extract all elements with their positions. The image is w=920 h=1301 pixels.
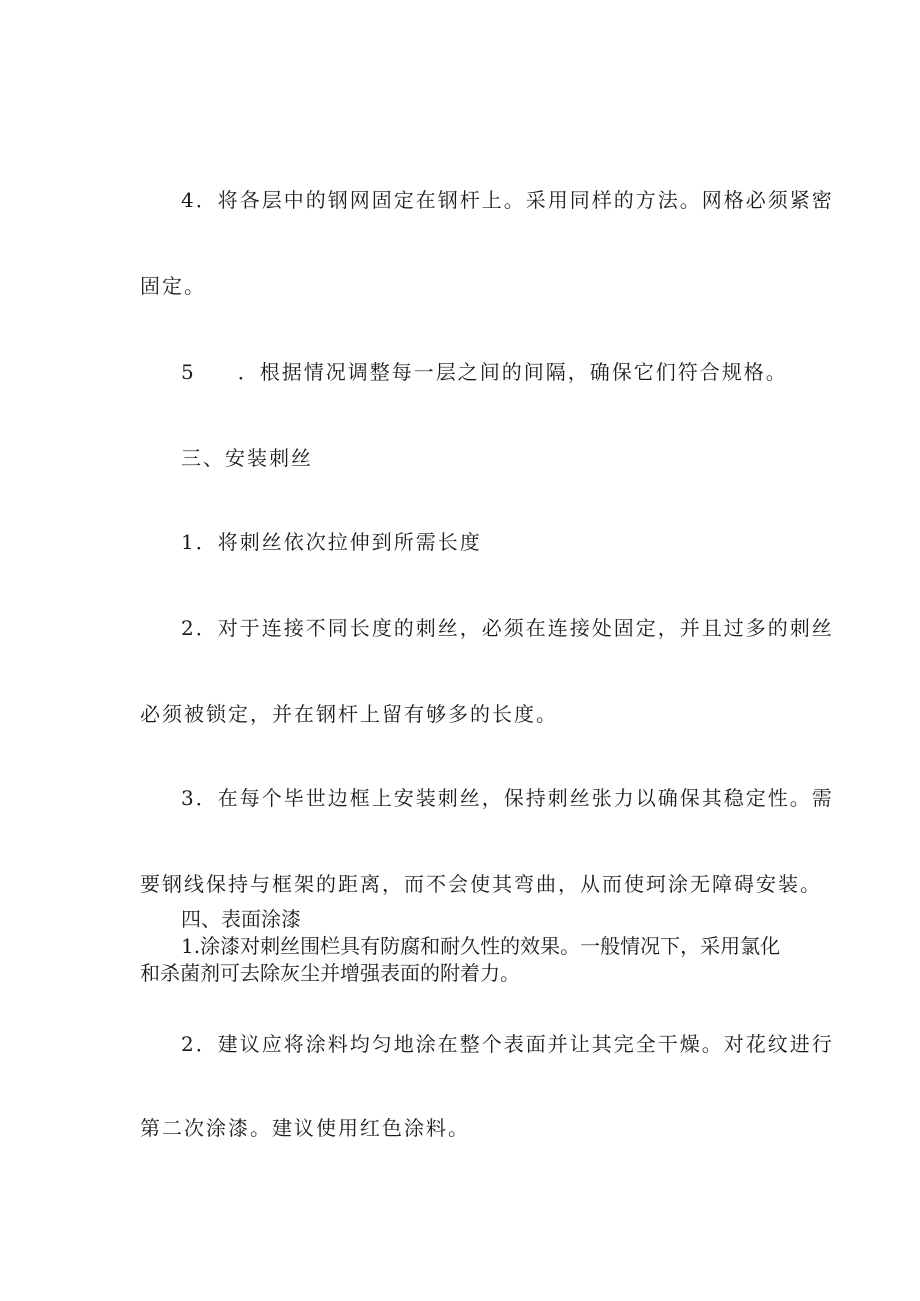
paragraph-install-step-2-line-1: 2．对于连接不同长度的刺丝，必须在连接处固定，并且过多的刺丝	[181, 616, 834, 640]
section-heading-surface-painting: 四、表面涂漆	[181, 907, 301, 931]
paragraph-install-step-2-line-2: 必须被锁定，并在钢杆上留有够多的长度。	[140, 702, 558, 726]
section-heading-install-barbed-wire: 三、安装刺丝	[181, 446, 313, 470]
paragraph-paint-step-2-line-1: 2．建议应将涂料均匀地涂在整个表面并让其完全干燥。对花纹进行	[181, 1032, 834, 1056]
paragraph-paint-step-2-line-2: 第二次涂漆。建议使用红色涂料。	[140, 1116, 470, 1140]
step-5-number: 5	[181, 360, 196, 384]
paragraph-install-step-1: 1．将刺丝依次拉伸到所需长度	[181, 530, 482, 554]
paragraph-step-4-line-2: 固定。	[140, 274, 206, 298]
paragraph-install-step-3-line-1: 3．在每个毕世边框上安装刺丝，保持刺丝张力以确保其稳定性。需	[181, 786, 834, 810]
paragraph-paint-step-1-line-1: 1.涂漆对刺丝围栏具有防腐和耐久性的效果。一般情况下，采用氯化	[181, 934, 781, 958]
paragraph-step-4-line-1: 4．将各层中的钢网固定在钢杆上。采用同样的方法。网格必须紧密	[181, 188, 834, 212]
paragraph-paint-step-1-line-2: 和杀菌剂可去除灰尘并增强表面的附着力。	[140, 961, 520, 985]
paragraph-install-step-3-line-2: 要钢线保持与框架的距离，而不会使其弯曲，从而使珂涂无障碍安装。	[140, 872, 822, 896]
step-5-text: ．根据情况调整每一层之间的间隔，确保它们符合规格。	[237, 360, 788, 384]
paragraph-step-5	[181, 360, 788, 384]
